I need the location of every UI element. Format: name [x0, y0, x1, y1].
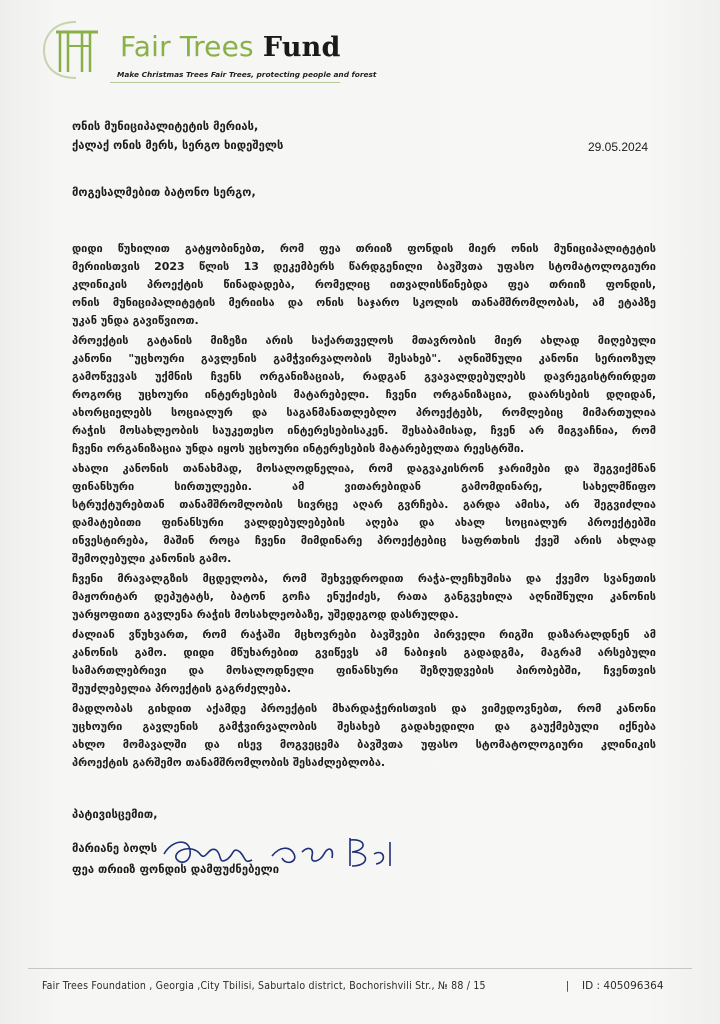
brand-fund: Fund: [262, 32, 341, 63]
body-text-line: ჩვენი მრავალგზის მცდელობა, რომ შეხვედროდით რაჭა-ლეჩხუმისა და ქვემო სვანეთის: [72, 572, 656, 585]
body-text-line: სამართლებრივი და მოსალოდნელი ფინანსური შეზღუდვების პირობებში, ჩვენთვის: [72, 664, 656, 677]
body-text-line: როგორც უცხოური ინტერესების მატარებელი. ჩვენი ორგანიზაცია, დაარსების დღიდან,: [72, 388, 656, 401]
body-text-line: გამოწვევას უქმნის ჩვენს ორგანიზაციას, რადგან გვავალდებულებს დავრეგისტრირდეთ: [72, 370, 656, 383]
body-text-line: მაჟორიტარ დეპუტატს, ბატონ გოჩა ენუქიძეს, რათა განგვეხილა აღნიშნული კანონის: [72, 590, 656, 603]
recipient-line-1: ონის მუნიციპალიტეტის მერიას,: [72, 120, 259, 133]
body-text-line: ონის მუნიციპალიტეტის მერიისა და ონის საჯარო სკოლის თანამშრომლობას, ამ ეტაპზე: [72, 296, 656, 309]
body-text-line: მადლობას გიხდით აქამდე პროექტის მხარდაჭერისთვის და ვიმედოვნებთ, რომ კანონი: [72, 702, 656, 715]
body-text-line: უარყოფითი გავლენა რაჭის მოსახლეობაზე, უშედეგოდ დასრულდა.: [72, 608, 459, 621]
body-text-line: შეუძლებელია პროექტის გაგრძელება.: [72, 682, 292, 695]
footer-id: ID : 405096364: [582, 980, 664, 992]
brand-name: [120, 30, 341, 63]
handwritten-signature: [162, 832, 402, 872]
footer-divider: [28, 968, 692, 969]
tagline: Make Christmas Trees Fair Trees, protecting people and forest: [117, 70, 377, 79]
body-text-line: ახორციელებს სოციალურ და საგანმანათლებლო პროექტებს, რომლებიც მიმართულია: [72, 406, 656, 419]
body-text-line: რაჭის მოსახლეობის საუკეთესო ინტერესებისაკენ. შესაბამისად, ჩვენ არ მიგვაჩნია, რომ: [72, 424, 656, 437]
brand-main: Fair Trees: [120, 30, 263, 63]
footer-address: Fair Trees Foundation , Georgia ,City Tbilisi, Saburtalo district, Bochorishvili Str., № 88 / 15: [42, 980, 486, 992]
body-text-line: კანონი "უცხოური გავლენის გამჭვირვალობის შესახებ". აღნიშნული კანონი სერიოზულ: [72, 352, 656, 365]
body-text-line: ახლო მომავალში და ისევ მოგვეცემა ბავშვთა უფასო სტომატოლოგიური კლინიკის: [72, 738, 656, 751]
body-text-line: კლინიკის პროექტის წინადადება, რომელიც ითვალისწინებდა ფეა თრიიზ ფონდის,: [72, 278, 656, 291]
body-text-line: უცხოური გავლენის გამჭვირვალობის შესახებ გადახედილი და გაუქმებული იქნება: [72, 720, 656, 733]
body-text-line: ფინანსური სირთულეები. ამ ვითარებიდან გამომდინარე, სახელმწიფო: [72, 480, 656, 493]
header-divider: [110, 82, 340, 83]
body-text-line: ახალი კანონის თანახმად, მოსალოდნელია, რომ დაგვაკისრონ ჯარიმები და შეგვიქმნან: [72, 462, 656, 475]
closing: პატივისცემით,: [72, 808, 158, 821]
signer-title: ფეა თრიიზ ფონდის დამფუძნებელი: [72, 863, 280, 876]
body-text-line: ინვესტირება, მაშინ როცა ჩვენი მიმდინარე პროექტებიც საფრთხის ქვეშ არის ახლად: [72, 534, 656, 547]
body-text-line: მერიისთვის 2023 წლის 13 დეკემბერს წარდგენილი ბავშვთა უფასო სტომატოლოგიური: [72, 260, 656, 273]
body-text-line: დიდი წუხილით გატყობინებთ, რომ ფეა თრიიზ ფონდის მიერ ონის მუნიციპალიტეტის: [72, 242, 656, 255]
signer-name: მარიანე ბოლს: [72, 842, 158, 855]
fair-trees-logo: [42, 18, 110, 82]
letter-date: 29.05.2024: [588, 140, 649, 154]
body-text-line: უკან უნდა გავიწვიოთ.: [72, 314, 199, 327]
greeting: მოგესალმებით ბატონო სერგო,: [72, 186, 256, 199]
body-text-line: დამატებითი ფინანსური ვალდებულებების აღება და ახალ სოციალურ პროექტებში: [72, 516, 656, 529]
body-text-line: შემოღებული კანონის გამო.: [72, 552, 232, 565]
body-text-line: ჩვენი ორგანიზაცია უნდა იყოს უცხოური ინტერესების მატარებელთა რეესტრში.: [72, 442, 525, 455]
recipient-line-2: ქალაქ ონის მერს, სერგო ხიდეშელს: [72, 139, 284, 152]
body-text-line: კანონის გამო. დიდი მწუხარებით გვიწევს ამ ნაბიჯის გადადგმა, მაგრამ არსებული: [72, 646, 656, 659]
body-text-line: სტრუქტურებთან თანამშრომლობის სივრცე აღარ გვრჩება. გარდა ამისა, არ შეგვიძლია: [72, 498, 656, 511]
body-text-line: პროექტის გატანის მიზეზი არის საქართველოს მთავრობის მიერ ახლად მიღებული: [72, 334, 656, 347]
body-text-line: პროექტის გარშემო თანამშრომლობის შესაძლებლობა.: [72, 756, 386, 769]
body-text-line: ძალიან ვწუხვართ, რომ რაჭაში მცხოვრები ბავშვები პირველი რიგში დაზარალდნენ ამ: [72, 628, 656, 641]
footer-separator: |: [566, 980, 570, 992]
